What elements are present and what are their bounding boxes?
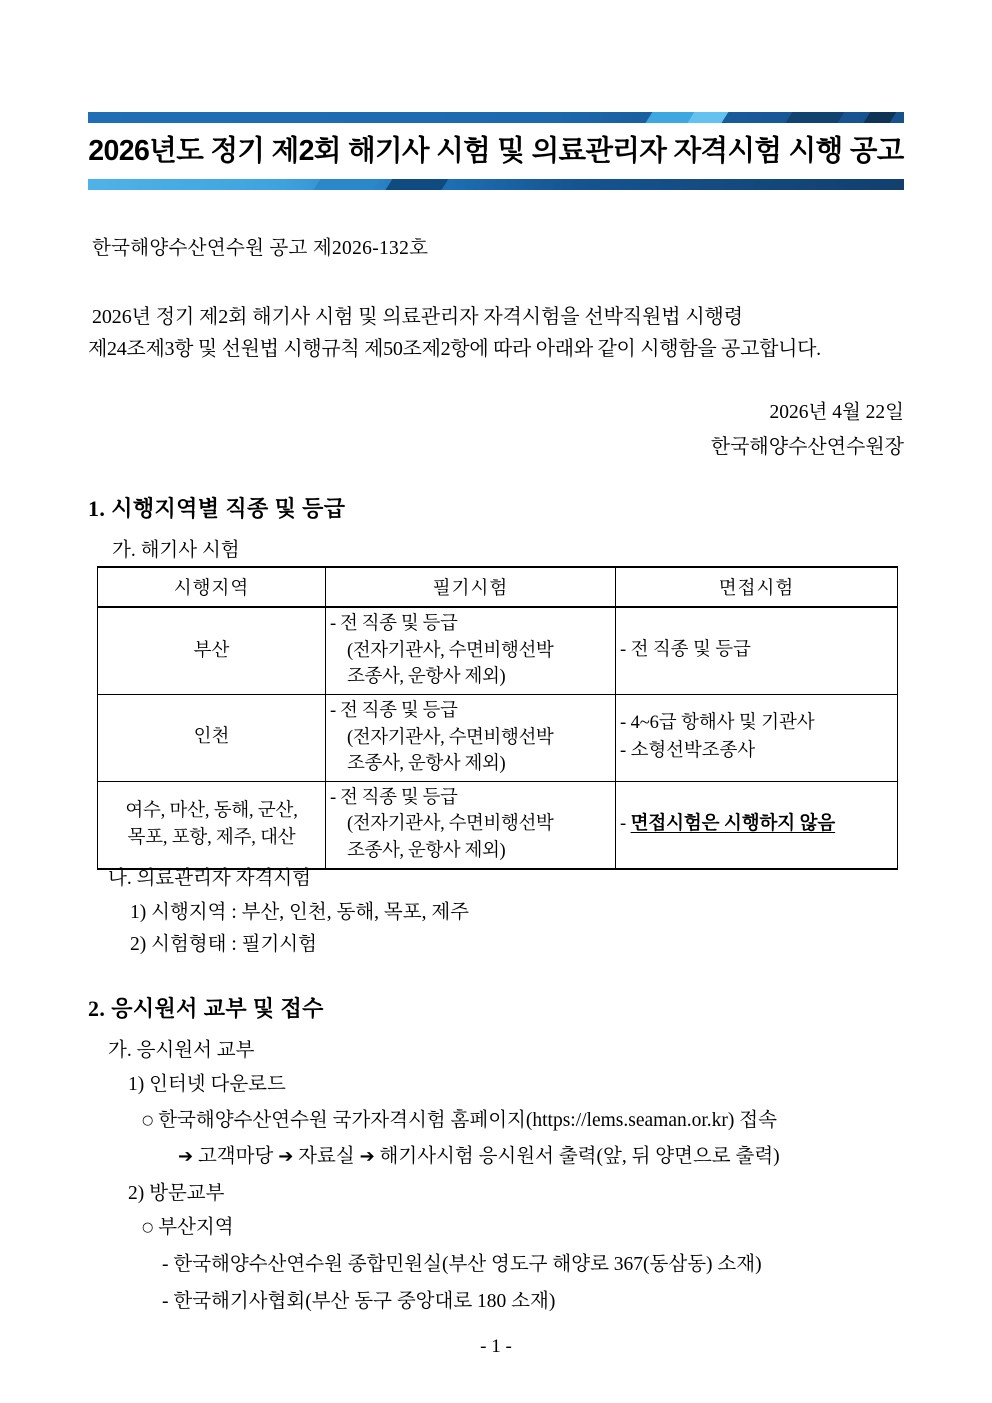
section-2-item-1: 1) 인터넷 다운로드 <box>128 1074 286 1095</box>
written-line-1: - 전 직종 및 등급 <box>330 614 458 634</box>
cell-interview-exam <box>616 607 898 694</box>
table-row <box>98 694 898 781</box>
section-2-item-2-bullet-text: 부산지역 <box>158 1217 234 1238</box>
column-header-region: 시행지역 <box>98 567 326 607</box>
section-2-item-2-dash-2: - 한국해기사협회(부산 동구 중앙대로 180 소재) <box>162 1291 556 1312</box>
table-row <box>98 607 898 694</box>
cell-written-exam <box>326 781 616 868</box>
banner-top-bar <box>88 112 904 123</box>
written-line-3: 조종사, 운항사 제외) <box>347 754 506 775</box>
signature-date: 2026년 4월 22일 <box>769 402 904 423</box>
section-2-sub-a: 가. 응시원서 교부 <box>108 1040 255 1061</box>
written-line-1: - 전 직종 및 등급 <box>330 700 458 721</box>
section-2-item-1-path <box>178 1140 780 1168</box>
path-step-3: 해기사시험 응시원서 출력(앞, 뒤 양면으로 출력) <box>379 1146 780 1167</box>
written-line-2: (전자기관사, 수면비행선박 <box>347 640 554 661</box>
written-line-1: - 전 직종 및 등급 <box>330 787 458 808</box>
section-2-item-2-bullet <box>142 1211 234 1239</box>
section-1-sub-b-item-2: 2) 시험형태 : 필기시험 <box>130 934 317 955</box>
intro-paragraph-line-1: 2026년 정기 제2회 해기사 시험 및 의료관리자 자격시험을 선박직원법 시행령 <box>92 306 743 328</box>
banner-accent-slice <box>309 179 383 190</box>
section-1-heading: 1. 시행지역별 직종 및 등급 <box>88 496 346 521</box>
region-line-2: 목포, 포항, 제주, 대산 <box>127 827 296 848</box>
region-line-1: 여수, 마산, 동해, 군산, <box>125 800 298 821</box>
column-header-written-exam: 필기시험 <box>326 567 616 607</box>
arrow-right-icon: ➔ <box>278 1146 294 1167</box>
section-1-sub-a: 가. 해기사 시험 <box>112 540 240 561</box>
section-2-item-2-dash-1: - 한국해양수산연수원 종합민원실(부산 영도구 해양로 367(동삼동) 소재) <box>162 1254 762 1275</box>
cell-interview-exam <box>616 694 898 781</box>
path-step-2: 자료실 <box>298 1146 355 1167</box>
section-1-sub-b-item-1: 1) 시행지역 : 부산, 인천, 동해, 목포, 제주 <box>130 902 470 923</box>
column-header-interview-exam: 면접시험 <box>616 567 898 607</box>
circle-bullet-icon: ○ <box>142 1220 154 1235</box>
interview-prefix: - <box>620 813 631 834</box>
section-2-item-1-bullet-text: 한국해양수산연수원 국가자격시험 홈페이지(https://lems.seaman.or.kr) 접속 <box>158 1110 777 1131</box>
written-line-3: 조종사, 운항사 제외) <box>347 667 506 688</box>
circle-bullet-icon: ○ <box>142 1113 154 1128</box>
section-2-item-2: 2) 방문교부 <box>128 1183 225 1204</box>
document-number: 한국해양수산연수원 공고 제2026-132호 <box>92 238 429 259</box>
banner-accent-slice <box>781 112 847 123</box>
cell-region: 부산 <box>98 607 326 694</box>
title-banner <box>88 112 904 190</box>
arrow-right-icon: ➔ <box>178 1146 194 1167</box>
interview-line-1: - 전 직종 및 등급 <box>620 640 751 661</box>
table-row <box>98 781 898 868</box>
interview-emphasis-text: 면접시험은 시행하지 않음 <box>630 813 836 834</box>
page-number-footer: - 1 - <box>480 1336 512 1357</box>
section-2-item-1-bullet <box>142 1104 777 1132</box>
exam-region-table <box>97 566 898 870</box>
cell-region: 인천 <box>98 694 326 781</box>
banner-bottom-bar <box>88 179 904 190</box>
banner-accent-slice <box>859 112 899 123</box>
intro-paragraph-line-2: 제24조제3항 및 선원법 시행규칙 제50조제2항에 따라 아래와 같이 시행함을 공고합니다. <box>88 338 821 360</box>
written-line-2: (전자기관사, 수면비행선박 <box>347 814 554 835</box>
interview-line-1: - 4~6급 항해사 및 기관사 <box>620 713 815 734</box>
arrow-right-icon: ➔ <box>359 1146 375 1167</box>
section-2-heading: 2. 응시원서 교부 및 접수 <box>88 996 324 1021</box>
interview-line-2: - 소형선박조종사 <box>620 740 755 761</box>
path-step-1: 고객마당 <box>197 1146 274 1167</box>
cell-written-exam <box>326 607 616 694</box>
exam-region-table-wrapper <box>97 566 897 870</box>
cell-interview-exam <box>616 781 898 868</box>
written-line-2: (전자기관사, 수면비행선박 <box>347 727 554 748</box>
cell-written-exam <box>326 694 616 781</box>
table-header-row <box>98 567 898 607</box>
page-title: 2026년도 정기 제2회 해기사 시험 및 의료관리자 자격시험 시행 공고 <box>88 135 904 167</box>
banner-accent-slice <box>381 179 451 190</box>
signature-organization: 한국해양수산연수원장 <box>710 436 904 458</box>
written-line-3: 조종사, 운항사 제외) <box>347 841 506 861</box>
section-1-sub-b: 나. 의료관리자 자격시험 <box>108 868 311 889</box>
cell-region <box>98 781 326 868</box>
